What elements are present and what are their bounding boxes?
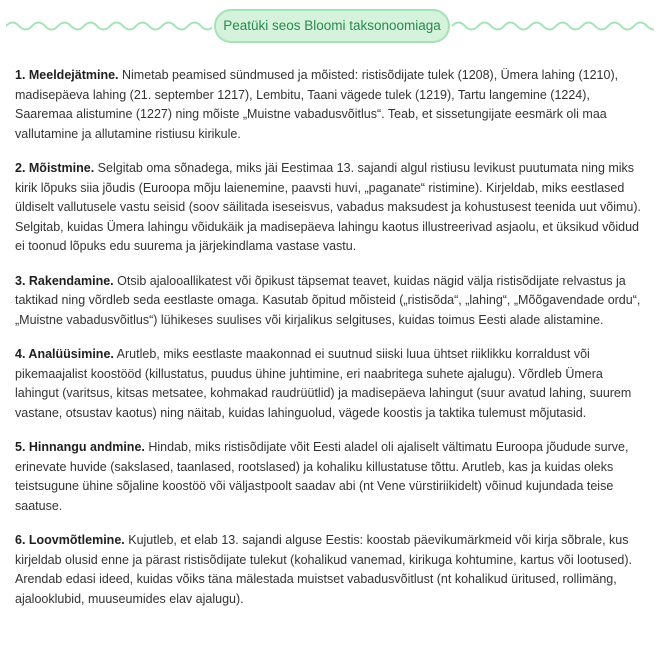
level-description: Arutleb, miks eestlaste maakonnad ei suutnud siiski luua ühtset riiklikku korraldust või pikemaajalist koostööd (killustatus, puudus ühine juhtimine, eri naabritega suhete ajalugu). Võrdleb Ümera lahingut (varitsus, kitsas metsatee, kohmakad raudrüütlid) ja madisepäeva lahingut (suur avatud lahing, suurem vastane, otsustav kaotus) ning näitab, kuidas lahinguolud, vägede koostis ja taktika tulemust mõjutasid. (15, 347, 632, 420)
level-description: Otsib ajalooallikatest või õpikust täpsemat teavet, kuidas nägid välja ristisõdijate relvastus ja taktikad ning võrdleb seda eestlaste omaga. Kasutab õpitud mõisteid („ristisõda“, „lahing“, „Mõõgavendade ordu“, „Muistne vabadusvõitlus“) lühikeses suulises või kirjalikus selgituses, kuidas toimus Eesti alade alistamine. (15, 273, 641, 327)
wave-divider-left (6, 16, 212, 36)
level-description: Nimetab peamised sündmused ja mõisted: ristisõdijate tulek (1208), Ümera lahing (1210), madisepäeva lahing (21. september 1217), Lembitu, Taani vägede tulek (1219), Tartu langemine (1224), Saaremaa alistumine (1227) ning mõiste „Muistne vabadusvõitlus“. Teab, et sissetungijate eesmärk oli maa vallutamine ja allutamine ristiusu kirikule. (15, 68, 619, 141)
wave-divider-right (452, 16, 654, 36)
level-evaluating (15, 438, 647, 516)
section-header (0, 0, 660, 56)
level-title: 3. Rakendamine. (15, 273, 114, 288)
level-creating (15, 531, 647, 609)
level-remembering (15, 66, 647, 144)
level-description: Hindab, miks ristisõdijate võit Eesti aladel oli ajaliselt vältimatu Euroopa jõudude surve, erinevate huvide (sakslased, taanlased, rootslased) ja kohaliku killustatuse tõttu. Arutleb, kas ja kuidas oleks teistsugune ühine sõjaline koostöö või väljastpoolt saadav abi (nt Vene vürstiriikidelt) võinud kujundada teise saatuse. (15, 440, 629, 513)
level-title: 4. Analüüsimine. (15, 347, 114, 361)
level-description: Kujutleb, et elab 13. sajandi alguse Eestis: koostab päevikumärkmeid või kirja sõbrale, kus kirjeldab olusid enne ja pärast ristisõdijate tulekut (kohalikud vanemad, kirikuga kohtumine, kartus või lootused). Arendab edasi ideed, kuidas võiks täna mälestada muistset vabadusvõitlust (nt kohalikud üritused, rollimäng, ajalooklubid, muuseumides elav ajalugu). (15, 533, 632, 606)
level-title: 5. Hinnangu andmine. (15, 440, 145, 454)
level-title: 6. Loovmõtlemine. (15, 533, 125, 547)
level-applying (15, 272, 647, 331)
page-title: Peatüki seos Bloomi taksonoomiaga (214, 9, 450, 43)
level-understanding (15, 159, 647, 257)
bloom-levels-list (15, 66, 647, 624)
level-description: Selgitab oma sõnadega, miks jäi Eestimaa 13. sajandi algul ristiusu levikust puutumata ning miks kirik lõpuks siia jõudis (Euroopa mõju laienemine, paavsti huvi, „paganate“ ristimine). Kirjeldab, miks eestlased üldiselt vallutusele vastu seisid (soov säilitada iseseisvus, vabadus maksudest ja kohustusest teenida uut võimu). Selgitab, kuidas Ümera lahingu võidukäik ja madisepäeva lahingu kaotus illustreerivad asjaolu, et üksikud võidud ei toonud lõpuks edu suurema ja järjekindlama vastase vastu. (15, 161, 642, 253)
level-analyzing (15, 345, 647, 423)
level-title: 1. Meeldejätmine. (15, 68, 119, 82)
level-title: 2. Mõistmine. (15, 161, 95, 175)
